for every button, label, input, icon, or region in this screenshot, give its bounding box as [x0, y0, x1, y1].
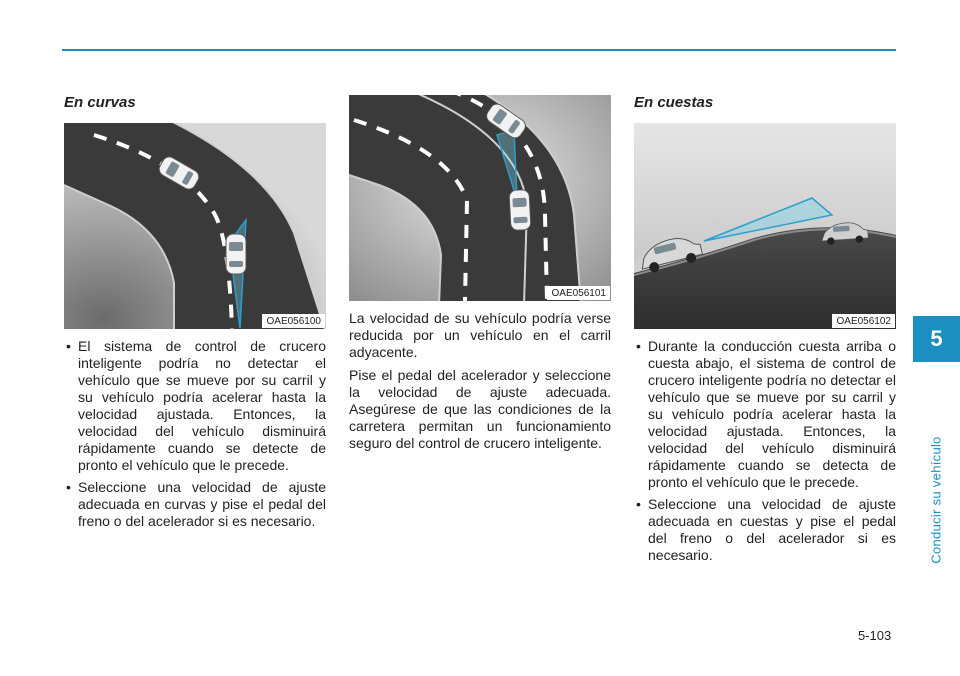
figure-code: OAE056102	[832, 314, 896, 328]
bullet-item: • El sistema de control de crucero inteligente podría no detectar el vehículo que se mueve por su carril y su vehículo podría acelerar hasta la velocidad ajustada. Entonces, la velocidad del vehículo disminuirá rápidamente cuando se detecte de pronto el vehículo que le precede.	[64, 338, 326, 474]
figure-code: OAE056100	[262, 314, 326, 328]
chapter-title-text: Conducir su vehículo	[928, 436, 944, 564]
figure-code: OAE056101	[547, 286, 611, 300]
bullet-item: • Seleccione una velocidad de ajuste adecuada en curvas y pise el pedal del freno o del acelerador si es necesario.	[64, 479, 326, 530]
figure-adjacent-lane-illustration	[349, 95, 611, 301]
own-car	[509, 190, 531, 231]
figure-slope-illustration	[634, 123, 896, 329]
chapter-number-tab: 5	[913, 316, 960, 362]
section-heading-curves: En curvas	[64, 94, 136, 111]
figure-curve-illustration	[64, 123, 326, 329]
header-rule	[62, 49, 896, 51]
paragraph: Pise el pedal del acelerador y seleccione la velocidad de ajuste adecuada. Asegúrese de que las condiciones de la carretera permitan un funcionamiento seguro del control de crucero inteligente.	[349, 367, 611, 451]
section-heading-slopes: En cuestas	[634, 94, 714, 111]
col2-text	[349, 310, 611, 458]
paragraph: La velocidad de su vehículo podría verse reducida por un vehículo en el carril adyacente.	[349, 310, 611, 360]
bullet-item: • Durante la conducción cuesta arriba o cuesta abajo, el sistema de control de crucero inteligente podría no detectar el vehículo que se mueve por su carril y su vehículo podría acelerar hasta la velocidad ajustada. Entonces, la velocidad del vehículo disminuirá rápidamente cuando se detecta de pronto el vehículo que le precede.	[634, 338, 896, 491]
col1-text	[64, 338, 326, 535]
own-car	[226, 234, 246, 274]
page-number: 5-103	[858, 628, 892, 643]
col3-text	[634, 338, 896, 569]
bullet-item: • Seleccione una velocidad de ajuste adecuada en cuestas y pise el pedal del freno o del acelerador si es necesario.	[634, 496, 896, 564]
